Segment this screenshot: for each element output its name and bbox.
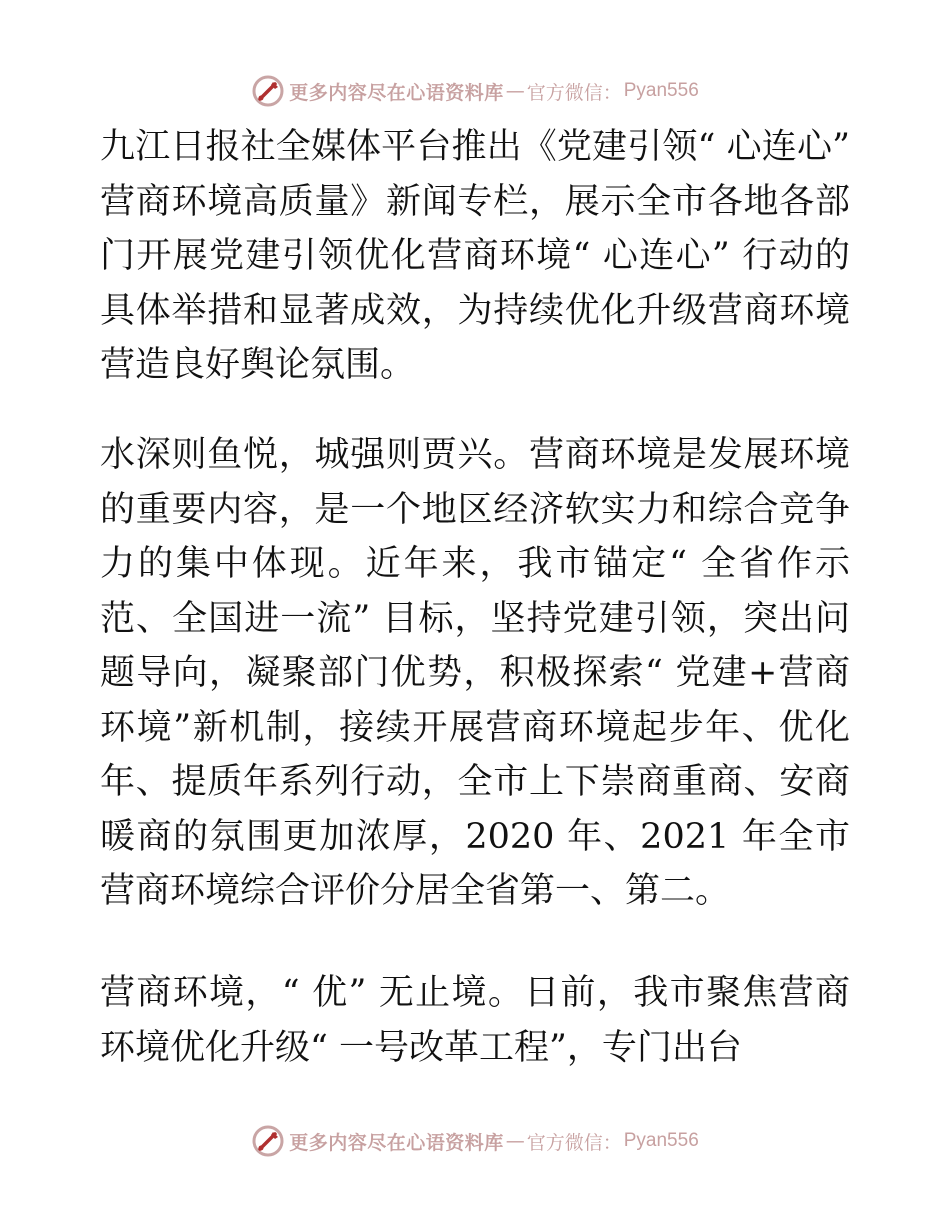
watermark-separator: — — [505, 1130, 525, 1152]
header-watermark — [0, 71, 950, 111]
watermark-wechat-label: 官方微信： — [526, 81, 622, 104]
watermark-wechat-label: 官方微信： — [526, 1131, 622, 1154]
brand-logo-icon — [251, 1124, 285, 1158]
brand-logo-icon — [251, 74, 285, 108]
paragraph-3: 营商环境，“ 优” 无止境。日前，我市聚焦营商环境优化升级“ 一号改革工程”，专门出台 — [100, 973, 850, 1068]
watermark-wechat-id: Pyan556 — [623, 1130, 699, 1151]
watermark-wechat-id: Pyan556 — [623, 80, 699, 101]
watermark-separator: — — [505, 80, 525, 102]
watermark-text: 更多内容尽在心语资料库 — [289, 81, 504, 104]
paragraph-2: 水深则鱼悦，城强则贾兴。营商环境是发展环境的重要内容，是一个地区经济软实力和综合竞争力的集中体现。近年来，我市锚定“ 全省作示范、全国进一流” 目标，坚持党建引领，突出问题导向，凝聚部门优势，积极探索“ 党建+营商环境”新机制，接续开展营商环境起步年、优化年、提质年系列行动，全市上下崇商重商、安商暖商的氛围更加浓厚，2020 年、2021 年全市营商环境综合评价分居全省第一、第二。 — [100, 435, 850, 911]
paragraph-1: 九江日报社全媒体平台推出《党建引领“ 心连心” 营商环境高质量》新闻专栏，展示全市各地各部门开展党建引领优化营商环境“ 心连心” 行动的具体举措和显著成效，为持续优化升级营商环境营造良好舆论氛围。 — [100, 127, 886, 385]
watermark-text: 更多内容尽在心语资料库 — [289, 1131, 504, 1154]
footer-watermark — [0, 1121, 950, 1161]
